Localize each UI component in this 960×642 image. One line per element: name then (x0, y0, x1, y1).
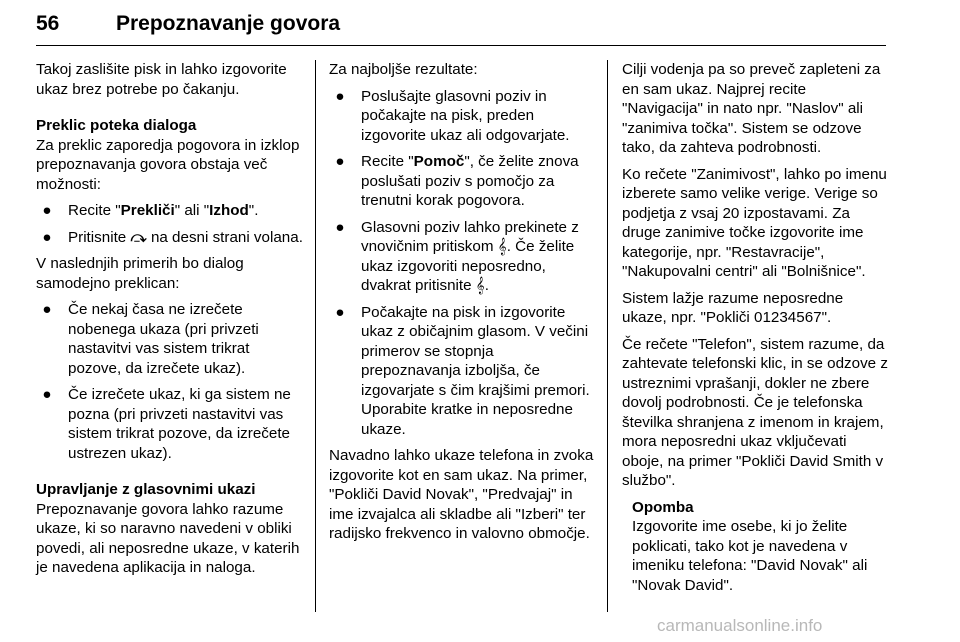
note-text: Izgovorite ime osebe, ki jo želite poklicati, tako kot je navedena v imeniku telefona: "David Novak" ali "Novak David". (632, 518, 868, 594)
bullet-icon: ● (335, 218, 345, 236)
bullet-icon: ● (335, 87, 345, 105)
section-heading-voice-commands: Upravljanje z glasovnimi ukazi (36, 481, 256, 498)
note-block (622, 498, 888, 596)
header-rule (36, 45, 886, 46)
column-1 (36, 60, 304, 585)
page-title: Prepoznavanje govora (116, 12, 341, 35)
list-item: ● Če izrečete ukaz, ki ga sistem ne pozna (pri privzeti nastavitvi vas sistem trikrat pozove, da izrečete ustrezen ukaz). (36, 385, 304, 463)
list-item: ● Počakajte na pisk in izgovorite ukaz z običajnim glasom. V večini primerov se stopnja prepoznavanja izboljša, če izgovarjate s čim krajšimi premori. Uporabite kratke in neposredne ukaze. (329, 303, 595, 440)
list-item: ● Recite "Pomoč", če želite znova poslušati poziv s pomočjo za trenutni korak pogovora. (329, 152, 595, 211)
bullet-icon: ● (42, 228, 52, 246)
phone-paragraph: Če rečete "Telefon", sistem razume, da zahtevate telefonski klic, in se odzove z ustreznimi vprašanji, dokler ne zbere dovolj podrobnosti. Če je telefonska številka shranjena z imenom in krajem, mora neposredni ukaz vključevati oboje, na primer "Pokliči David Smith v službo". (622, 335, 888, 489)
list-item: ● Recite "Prekliči" ali "Izhod". (36, 201, 304, 221)
note-heading: Opomba (632, 498, 694, 516)
list-item: ● Pritisnite ⤼ na desni strani volana. (36, 228, 304, 248)
section-heading-cancel: Preklic poteka dialoga (36, 117, 197, 134)
column-divider-2 (607, 60, 608, 612)
hang-up-icon: ⤼ (130, 228, 147, 246)
voice-button-icon: 𝄞 (475, 277, 485, 294)
intro-paragraph: Takoj zaslišite pisk in lahko izgovorite ukaz brez potrebe po čakanju. (36, 61, 287, 98)
bullet-icon: ● (42, 386, 52, 403)
direct-commands-paragraph: Sistem lažje razume neposredne ukaze, npr. "Pokliči 01234567". (622, 289, 844, 326)
navigation-paragraph: Cilji vodenja pa so preveč zapleteni za en sam ukaz. Najprej recite "Navigacija" in nato npr. "Naslov" ali "zanimiva točka". Sistem se odzove tako, da zahteva podrobnosti. (622, 61, 881, 156)
list-item: ● Če nekaj časa ne izrečete nobenega ukaza (pri privzeti nastavitvi vas sistem trikrat pozove, da izrečete ukaz). (36, 300, 304, 378)
cancel-paragraph: Za preklic zaporedja pogovora in izklop prepoznavanja govora obstaja več možnosti: (36, 136, 300, 193)
page-number: 56 (36, 12, 60, 35)
auto-cancel-paragraph: V naslednjih primerih bo dialog samodejno preklican: (36, 255, 244, 292)
voice-button-icon: 𝄞 (497, 238, 507, 255)
column-3 (622, 60, 888, 595)
watermark: carmanualsonline.info (657, 616, 823, 635)
tips-intro: Za najboljše rezultate: (329, 61, 478, 78)
list-item: ● Glasovni poziv lahko prekinete z vnovičnim pritiskom 𝄞. Če želite ukaz izgovoriti neposredno, dvakrat pritisnite 𝄞. (329, 218, 595, 296)
column-divider-1 (315, 60, 316, 612)
column-2 (329, 60, 595, 551)
bullet-icon: ● (335, 303, 345, 321)
page-header (36, 4, 886, 46)
poi-paragraph: Ko rečete "Zanimivost", lahko po imenu izberete samo velike verige. Verige so podjetja z vsaj 20 izpostavami. Za druge zanimive točke izgovorite ime kategorije, npr. "Restavracije", "Nakupovalni centri" ali "Bolnišnice". (622, 165, 887, 280)
list-item: ● Poslušajte glasovni poziv in počakajte na pisk, preden izgovorite ukaz ali odgovarjate. (329, 87, 595, 146)
bullet-icon: ● (42, 301, 52, 318)
voice-commands-paragraph: Prepoznavanje govora lahko razume ukaze, ki so naravno navedeni v obliki povedi, ali neposredne ukaze, v katerih je navedena aplikacija in naloga. (36, 500, 300, 576)
combined-commands-paragraph: Navadno lahko ukaze telefona in zvoka izgovorite kot en sam ukaz. Na primer, "Pokliči David Novak", "Predvajaj" in ime izvajalca ali skladbe ali "Izberi" ter radijsko frekvenco in valovno območje. (329, 447, 594, 542)
bullet-icon: ● (335, 153, 345, 170)
bullet-icon: ● (42, 202, 52, 219)
